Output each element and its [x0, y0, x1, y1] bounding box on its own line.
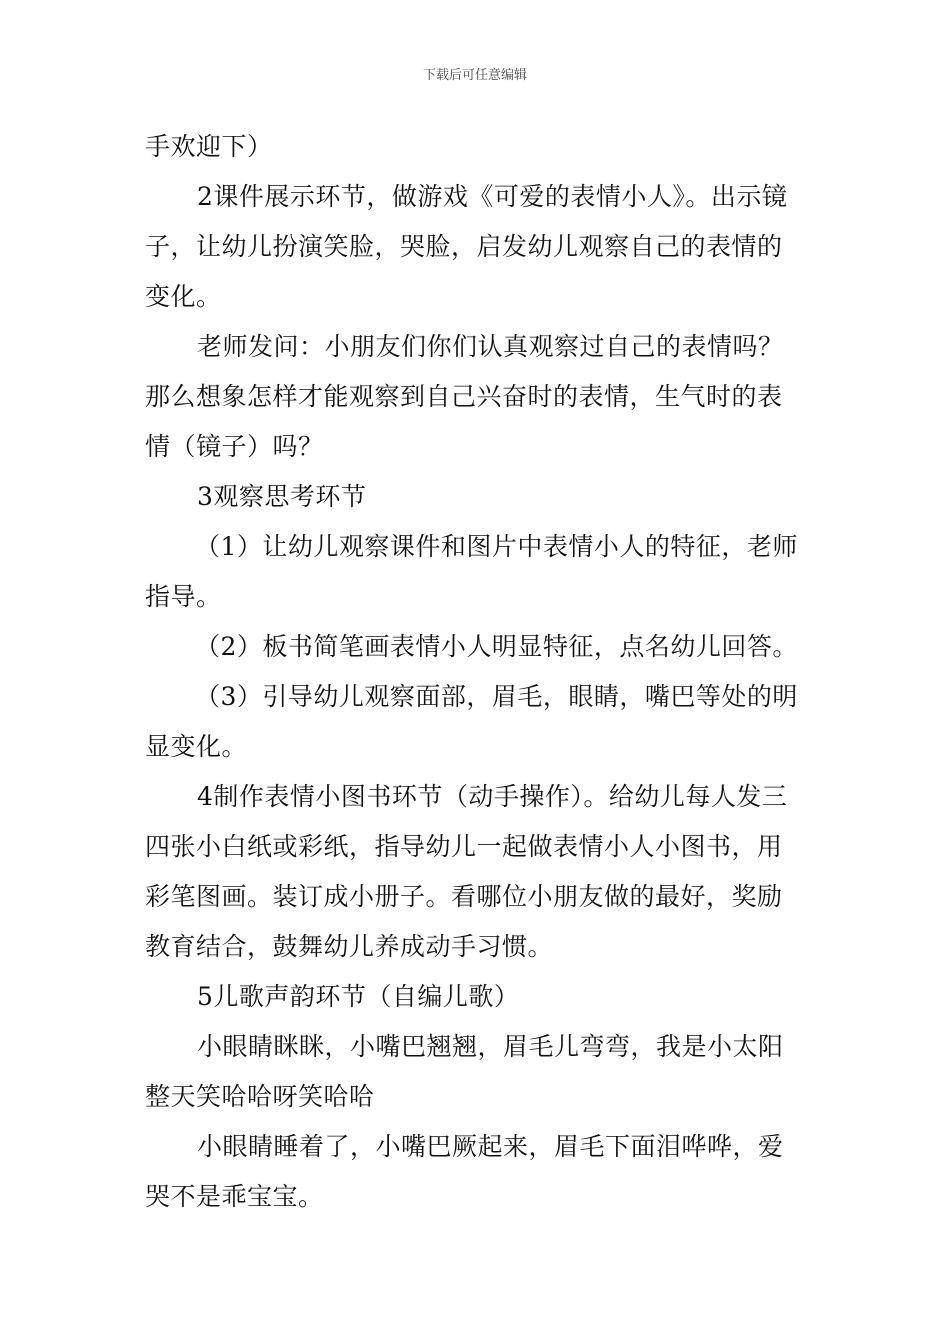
text-line: 老师发问：小朋友们你们认真观察过自己的表情吗？	[197, 332, 784, 361]
text-line: 小眼睛眯眯，小嘴巴翘翘，眉毛儿弯弯，我是小太阳	[197, 1032, 784, 1061]
text-line: 变化。	[145, 282, 222, 311]
section-heading: 5儿歌声韵环节（自编儿歌）	[197, 982, 520, 1011]
text-line: 子，让幼儿扮演笑脸，哭脸，启发幼儿观察自己的表情的	[145, 232, 783, 261]
text-line: 四张小白纸或彩纸，指导幼儿一起做表情小人小图书，用	[145, 832, 783, 861]
page-header: 下载后可任意编辑	[422, 68, 527, 83]
text-line: 小眼睛睡着了，小嘴巴厥起来，眉毛下面泪哗哗，爱	[197, 1132, 784, 1161]
section-heading: 3观察思考环节	[197, 482, 367, 511]
text-line: （3）引导幼儿观察面部，眉毛，眼睛，嘴巴等处的明	[195, 682, 798, 711]
text-line: 情（镜子）吗？	[145, 432, 324, 461]
text-line: 教育结合，鼓舞幼儿养成动手习惯。	[145, 932, 554, 961]
text-line: （1）让幼儿观察课件和图片中表情小人的特征，老师	[195, 532, 798, 561]
text-line: 4制作表情小图书环节（动手操作）。给幼儿每人发三	[197, 782, 788, 811]
text-line: 哭不是乖宝宝。	[145, 1182, 324, 1211]
text-line: 彩笔图画。装订成小册子。看哪位小朋友做的最好，奖励	[145, 882, 783, 911]
text-line: 那么想象怎样才能观察到自己兴奋时的表情，生气时的表	[145, 382, 783, 411]
document-body	[145, 122, 815, 1222]
text-line: 指导。	[145, 582, 222, 611]
text-line: （2）板书简笔画表情小人明显特征，点名幼儿回答。	[195, 632, 798, 661]
text-line: 显变化。	[145, 732, 248, 761]
text-line: 2课件展示环节，做游戏《可爱的表情小人》。出示镜	[197, 182, 788, 211]
text-line: 整天笑哈哈呀笑哈哈	[145, 1082, 375, 1111]
text-line: 手欢迎下）	[145, 132, 273, 161]
